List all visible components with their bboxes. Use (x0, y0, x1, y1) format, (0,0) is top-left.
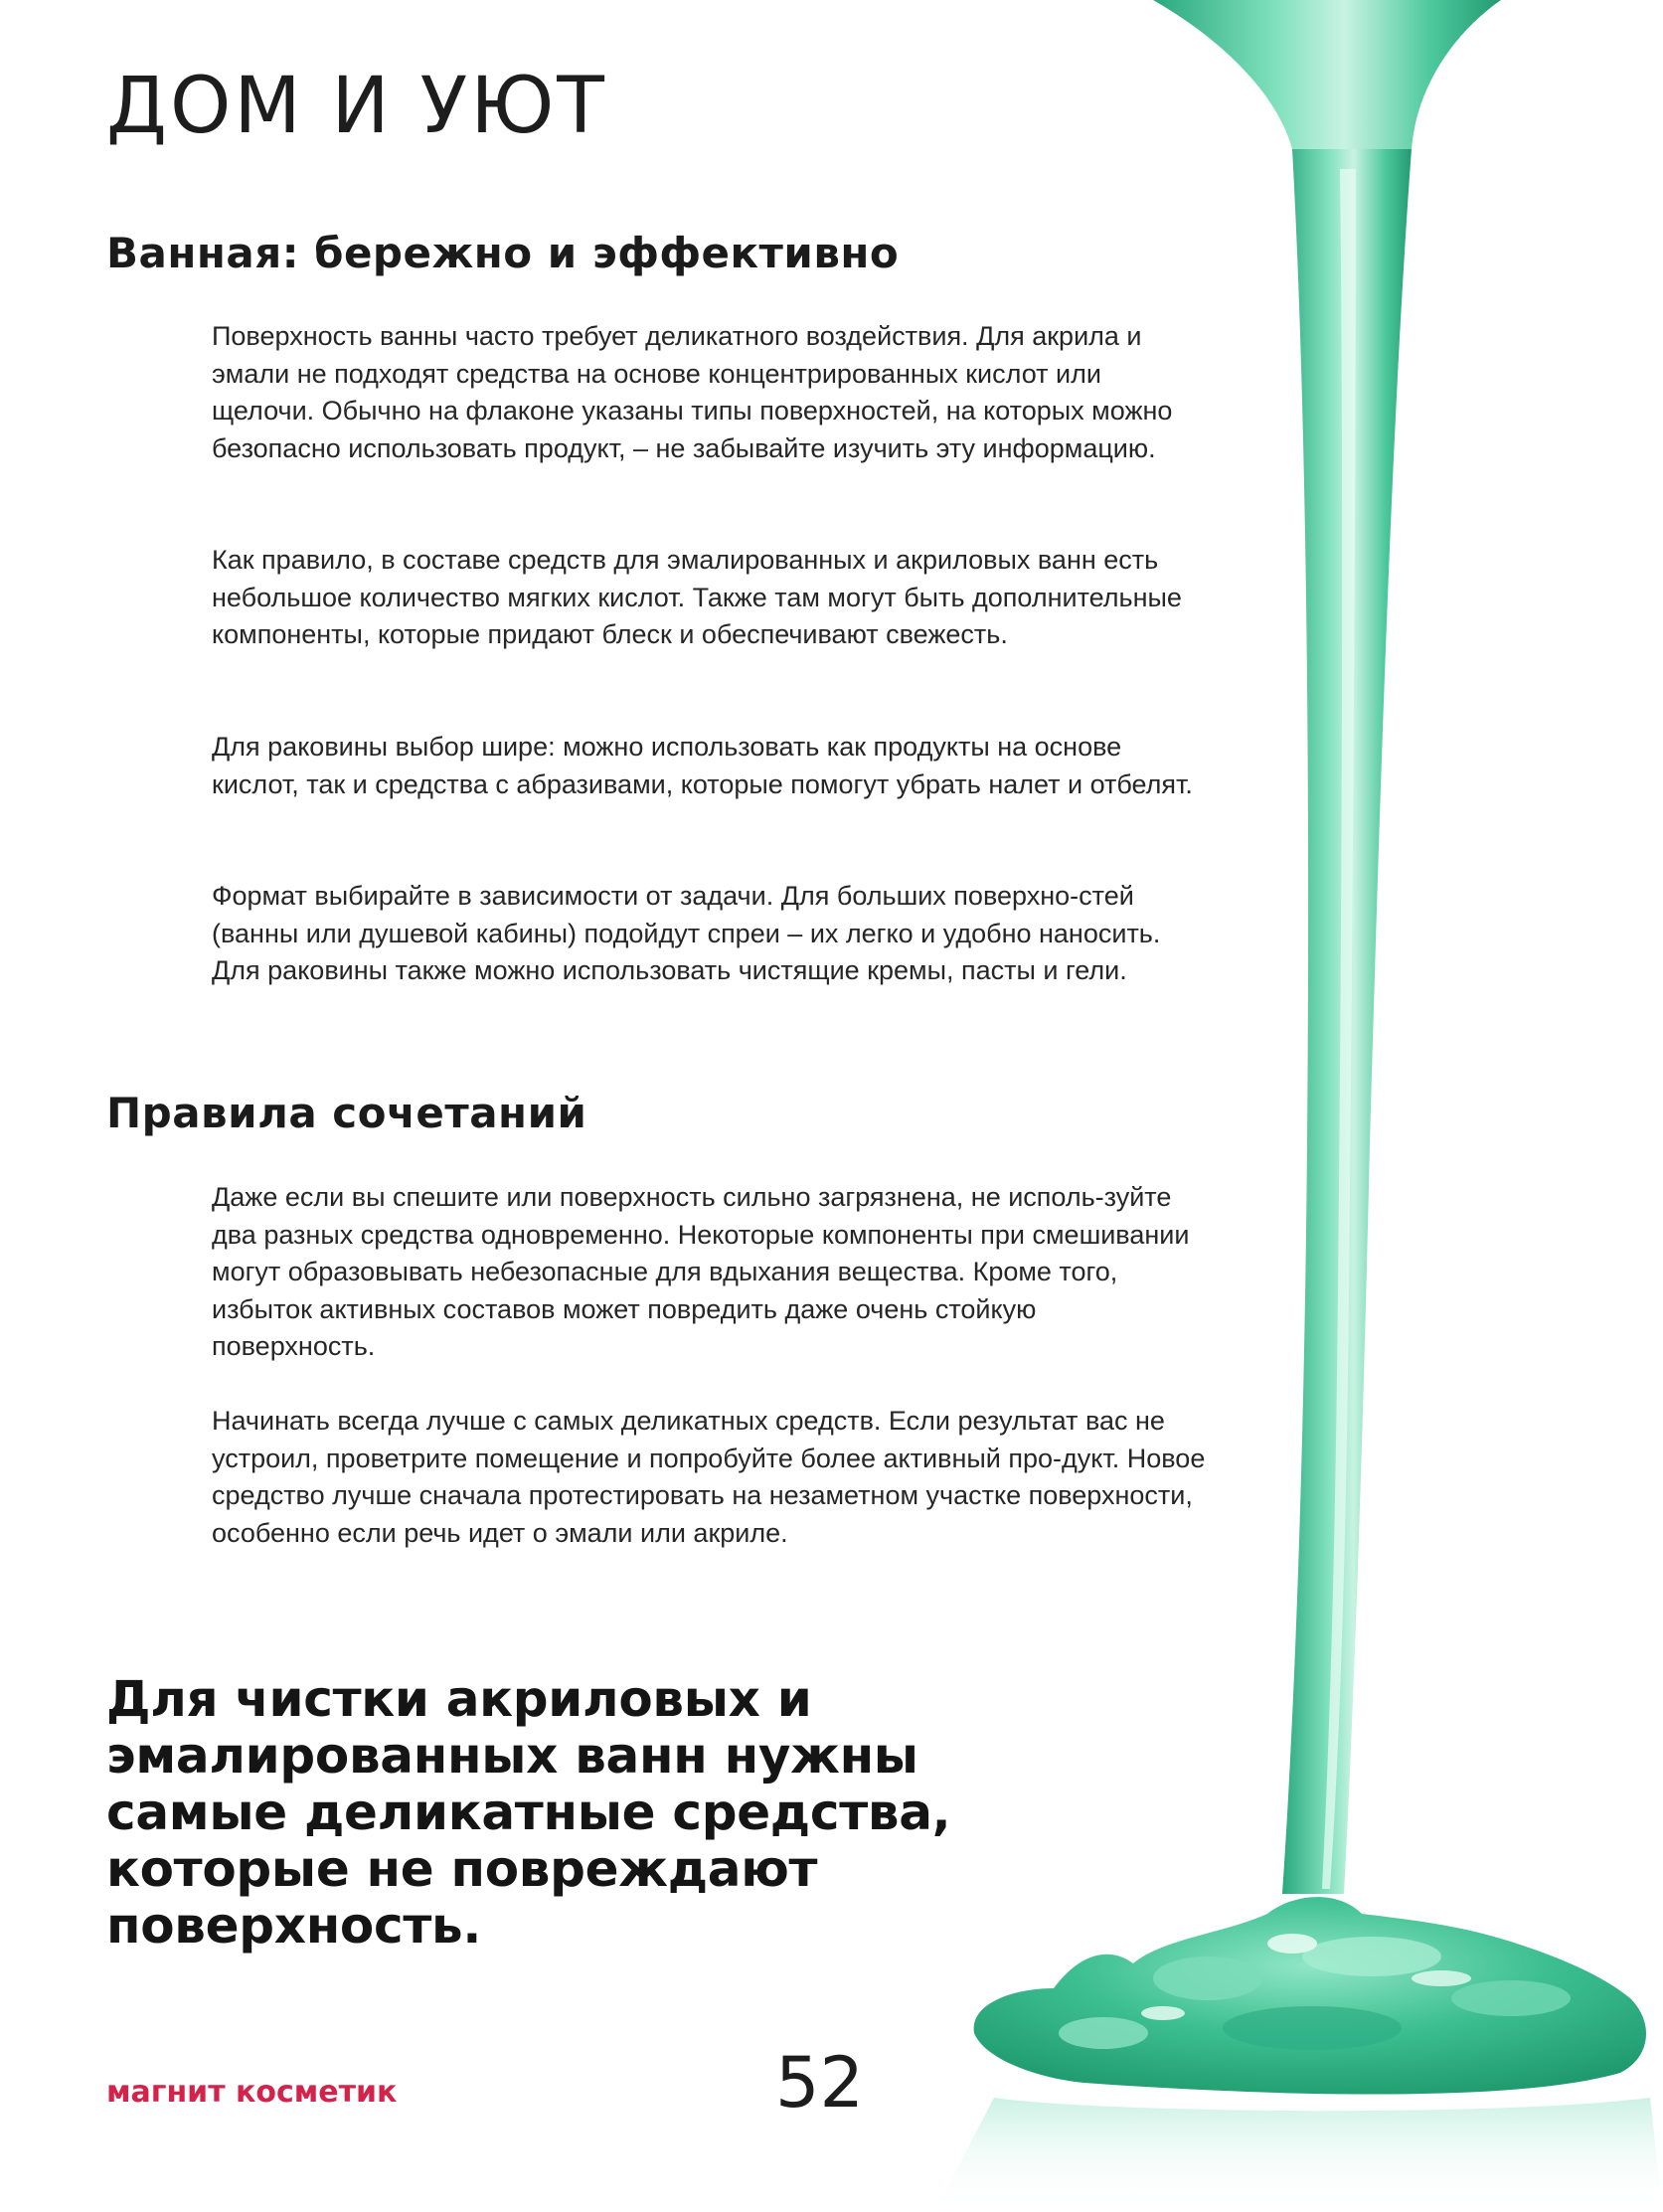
paragraph: Начинать всегда лучше с самых деликатных средств. Если результат вас не устроил, проветрите помещение и попробуйте более активный про-дукт. Новое средство лучше сначала протестировать на незаметном участке поверхности, особенно если речь идет о эмали или акриле. (212, 1406, 1206, 1548)
page-title: ДОМ И УЮТ (106, 62, 607, 151)
paragraph: Для раковины выбор шире: можно использовать как продукты на основе кислот, так и средства с абразивами, которые помогут убрать налет и отбелят. (212, 732, 1193, 799)
section-heading-combination-rules: Правила сочетаний (106, 1089, 587, 1137)
paragraph: Формат выбирайте в зависимости от задачи. Для больших поверхно-стей (ванны или душевой кабины) подойдут спреи – их легко и удобно наносить. Для раковины также можно использовать чистящие кремы, пасты и гели. (212, 881, 1161, 986)
pull-quote: Для чистки акриловых и эмалированных ванн нужны самые деликатные средства, которые не повреждают поверхность. (106, 1670, 951, 1955)
paragraph: Поверхность ванны часто требует деликатного воздействия. Для акрила и эмали не подходят средства на основе концентрированных кислот или щелочи. Обычно на флаконе указаны типы поверхностей, на которых можно безопасно использовать продукт, – не забывайте изучить эту информацию. (212, 321, 1173, 463)
paragraph: Даже если вы спешите или поверхность сильно загрязнена, не исполь-зуйте два разных средства одновременно. Некоторые компоненты при смешивании могут образовывать небезопасные для вдыхания вещества. Кроме того, избыток активных составов может повредить даже очень стойкую поверхность. (212, 1182, 1190, 1362)
page-number: 52 (775, 2042, 865, 2124)
section-heading-bathroom: Ванная: бережно и эффективно (106, 229, 900, 277)
brand-logo: магнит косметик (106, 2075, 398, 2110)
paragraph: Как правило, в составе средств для эмалированных и акриловых ванн есть небольшое количество мягких кислот. Также там могут быть дополнительные компоненты, которые придают блеск и обеспечивают свежесть. (212, 545, 1182, 650)
